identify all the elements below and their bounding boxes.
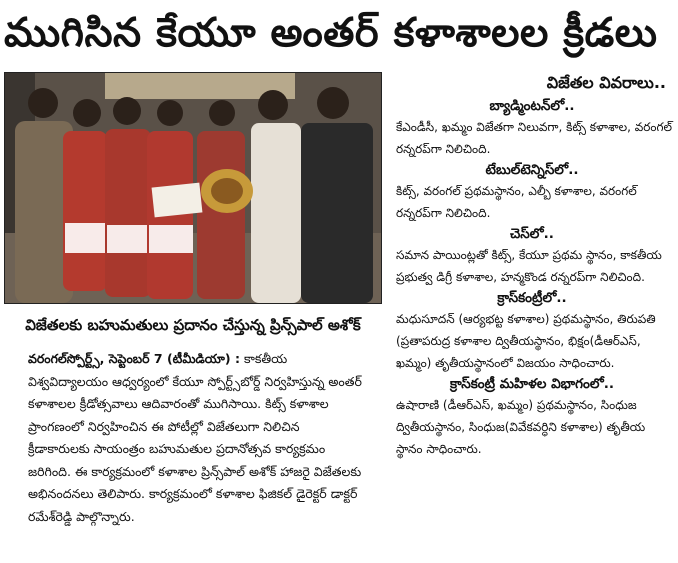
section-title-table-tennis: టేబుల్‌టెన్నిస్‌లో.. [485,162,579,178]
section-title-chess: చెస్‌లో.. [510,226,554,242]
section-text-chess: సమాన పాయింట్లతో కిట్స్, కేయూ ప్రథమ స్థానం, కాకతీయ ప్రభుత్వ డిగ్రీ కళాశాల, హన్మకొండ రన్నరప్‌గా నిలిచింది. [396,248,662,284]
section-text-table-tennis: కిట్స్, వరంగల్ ప్రథమస్థానం, ఎల్బీ కళాశాల, వరంగల్ రన్నరప్‌గా నిలిచింది. [396,184,637,220]
winners-sidebar [388,70,676,560]
section-title-badminton: బ్యాడ్మింటన్‌లో.. [489,98,575,114]
article-text: కాకతీయ విశ్వవిద్యాలయం ఆధ్వర్యంలో కేయూ స్పోర్ట్స్‌బోర్డ్ నిర్వహిస్తున్న అంతర్ కళాశాలల క్రీడోత్సవాలు ఆదివారంతో ముగిసాయి. కిట్స్ కళాశాల ప్రాంగణంలో నిర్వహించిన ఈ పోటీల్లో విజేతలుగా నిలిచిన క్రీడాకారులకు సాయంత్రం బహుమతుల ప్రదానోత్సవ కార్యక్రమం జరిగింది. ఈ కార్యక్రమంలో కళాశాల ప్రిన్స్‌పాల్ అశోక్ హాజరై విజేతలకు అభినందనలు తెలిపారు. కార్యక్రమంలో కళాశాల ఫిజికల్ డైరెక్టర్ డాక్టర్ రమేశ్‌రెడ్డి పాల్గొన్నారు. [28,351,362,524]
section-text-badminton: కేఎండీసీ, ఖమ్మం విజేతగా నిలువగా, కిట్స్ కళాశాల, వరంగల్ రన్నరప్‌గా నిలిచింది. [396,120,672,156]
section-title-cross-country: క్రాస్‌కంట్రీలో.. [497,290,567,306]
news-photo [4,72,382,304]
article-body [28,348,364,558]
section-text-cross-country-women: ఉషారాణి (డీఆర్‌ఎస్, ఖమ్మం) ప్రథమస్థానం, సింధుజ ద్వితీయస్థానం, సింధుజ(వివేకవర్ధిని కళాశాల) తృతీయ స్థానం సాధించారు. [396,398,646,456]
photo-caption: విజేతలకు బహుమతులు ప్రదానం చేస్తున్న ప్రిన్స్‌పాల్ అశోక్ [25,316,361,334]
article-dateline: వరంగల్‌స్పోర్ట్స్, సెప్టెంబర్ 7 (టీమీడియా) : [28,351,240,366]
sidebar-heading: విజేతల వివరాలు.. [546,73,666,92]
section-text-cross-country: మధుసూదన్ (ఆర్యభట్ట కళాశాల) ప్రథమస్థానం, తిరుపతి (ప్రతాపరుద్ర కళాశాల ద్వితీయస్థానం, భిక్షం(డీఆర్‌ఎస్, ఖమ్మం) తృతీయస్థానంలో విజయం సాధించారు. [396,312,656,370]
section-title-cross-country-women: క్రాస్‌కంట్రీ మహిళల విభాగంలో.. [449,376,615,392]
headline: ముగిసిన కేయూ అంతర్ కళాశాలల క్రీడలు [4,10,658,56]
photo-illustration [5,73,381,303]
